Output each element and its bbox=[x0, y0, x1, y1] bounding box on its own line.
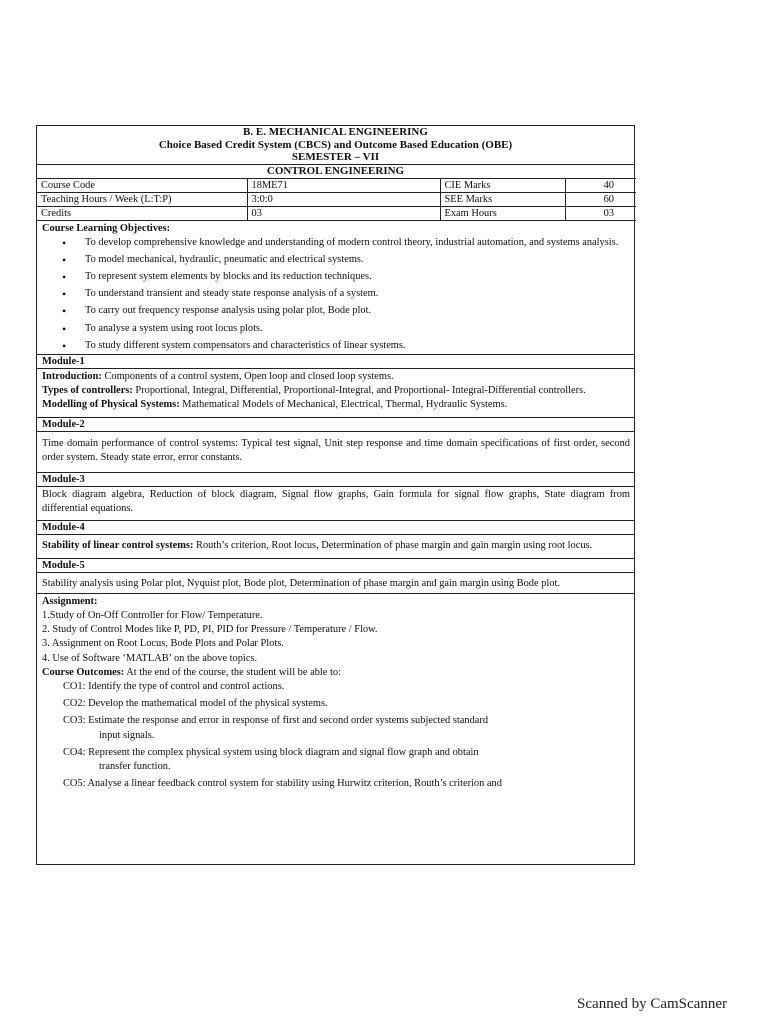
list-item: • To analyse a system using root locus plots. bbox=[42, 322, 630, 336]
assignment-item: 3. Assignment on Root Locus, Bode Plots and Polar Plots. bbox=[42, 638, 284, 650]
course-outcome-item bbox=[42, 680, 630, 694]
exam-hours-value: 03 bbox=[565, 206, 636, 220]
objectives-section bbox=[37, 221, 634, 354]
module-5-body bbox=[37, 573, 634, 593]
assignment-title: Assignment: bbox=[42, 595, 98, 607]
scanner-watermark: Scanned by CamScanner bbox=[577, 996, 727, 1012]
module-3-text: Block diagram algebra, Reduction of block diagram, Signal flow graphs, Gain formula for signal flow graphs, State diagram from differential equations. bbox=[42, 488, 630, 515]
co-text: Estimate the response and error in response of first and second order systems subjected standard bbox=[85, 715, 489, 727]
course-code-value: 18ME71 bbox=[247, 178, 440, 192]
cie-marks-value: 40 bbox=[565, 178, 636, 192]
module-2-text: Time domain performance of control systems: Typical test signal, Unit step response and time domain specifications of first order, second order system. Steady state error, error constants. bbox=[42, 437, 630, 463]
course-outcome-item bbox=[42, 697, 630, 711]
list-item: • To study different system compensators and characteristics of linear systems. bbox=[42, 339, 630, 353]
module-3-body bbox=[37, 487, 634, 518]
outcomes-intro: At the end of the course, the student will be able to: bbox=[124, 666, 341, 678]
module-1-body bbox=[37, 369, 634, 415]
course-code-label: Course Code bbox=[37, 178, 247, 192]
document-header bbox=[37, 126, 634, 164]
co-text: Identify the type of control and control actions. bbox=[85, 680, 285, 692]
course-outcome-item bbox=[42, 777, 630, 791]
co-tag: CO5: bbox=[63, 778, 86, 790]
table-row bbox=[37, 206, 636, 220]
list-item: • To model mechanical, hydraulic, pneumatic and electrical systems. bbox=[42, 253, 630, 267]
list-item: • To understand transient and steady state response analysis of a system. bbox=[42, 287, 630, 301]
stability-label: Stability of linear control systems: bbox=[42, 540, 194, 552]
modelling-text: Mathematical Models of Mechanical, Electrical, Thermal, Hydraulic Systems. bbox=[179, 399, 508, 411]
syllabus-document bbox=[36, 125, 635, 865]
module-4-body bbox=[37, 535, 634, 555]
module-3-heading: Module-3 bbox=[37, 472, 634, 487]
table-row bbox=[37, 178, 636, 192]
course-title: CONTROL ENGINEERING bbox=[266, 164, 405, 177]
cie-marks-label: CIE Marks bbox=[440, 178, 565, 192]
module-4-heading: Module-4 bbox=[37, 520, 634, 535]
list-item: • To carry out frequency response analysis using polar plot, Bode plot. bbox=[42, 304, 630, 318]
teaching-hours-value: 3:0:0 bbox=[247, 192, 440, 206]
exam-hours-label: Exam Hours bbox=[440, 206, 565, 220]
outcomes-label: Course Outcomes: bbox=[42, 666, 125, 678]
co-continuation: input signals. bbox=[99, 729, 155, 741]
course-info-table bbox=[37, 178, 636, 221]
assignment-section bbox=[37, 593, 634, 796]
teaching-hours-label: Teaching Hours / Week (L:T:P) bbox=[37, 192, 247, 206]
objectives-title: Course Learning Objectives: bbox=[42, 222, 171, 234]
list-item: • To represent system elements by blocks and its reduction techniques. bbox=[42, 270, 630, 284]
semester-title: SEMESTER – VII bbox=[291, 151, 380, 163]
credits-value: 03 bbox=[247, 206, 440, 220]
module-1-heading: Module-1 bbox=[37, 354, 634, 369]
list-item: • To develop comprehensive knowledge and understanding of modern control theory, industrial automation, and systems analysis. bbox=[42, 236, 630, 250]
co-text: Analyse a linear feedback control system for stability using Hurwitz criterion, Routh’s criterion and bbox=[85, 778, 502, 790]
intro-label: Introduction: bbox=[42, 370, 102, 382]
module-5-heading: Module-5 bbox=[37, 558, 634, 573]
assignment-item: 4. Use of Software ‘MATLAB’ on the above topics. bbox=[42, 652, 258, 664]
assignment-item: 2. Study of Control Modes like P, PD, PI, PID for Pressure / Temperature / Flow. bbox=[42, 624, 378, 636]
assignment-item: 1.Study of On-Off Controller for Flow/ Temperature. bbox=[42, 609, 263, 621]
co-tag: CO2: bbox=[63, 698, 86, 710]
stability-text: Routh’s criterion, Root locus, Determination of phase margin and gain margin using root locus. bbox=[193, 540, 593, 552]
co-text: Represent the complex physical system using block diagram and signal flow graph and obtain bbox=[85, 746, 479, 758]
intro-text: Components of a control system, Open loop and closed loop systems. bbox=[101, 370, 394, 382]
credits-label: Credits bbox=[37, 206, 247, 220]
table-row bbox=[37, 192, 636, 206]
module-2-body bbox=[37, 432, 634, 470]
co-continuation: transfer function. bbox=[99, 760, 171, 772]
co-text: Develop the mathematical model of the physical systems. bbox=[85, 698, 328, 710]
co-tag: CO1: bbox=[63, 680, 86, 692]
types-label: Types of controllers: bbox=[42, 385, 133, 397]
co-tag: CO4: bbox=[63, 746, 86, 758]
types-text: Proportional, Integral, Differential, Proportional-Integral, and Proportional- Integral-Differential controllers. bbox=[132, 385, 586, 397]
module-5-text: Stability analysis using Polar plot, Nyquist plot, Bode plot, Determination of phase margin and gain margin using Bode plot. bbox=[42, 577, 560, 589]
program-title: B. E. MECHANICAL ENGINEERING bbox=[243, 126, 428, 138]
scheme-title: Choice Based Credit System (CBCS) and Outcome Based Education (OBE) bbox=[158, 138, 513, 151]
co-tag: CO3: bbox=[63, 715, 86, 727]
modelling-label: Modelling of Physical Systems: bbox=[42, 399, 180, 411]
objectives-list bbox=[42, 236, 630, 353]
see-marks-value: 60 bbox=[565, 192, 636, 206]
module-2-heading: Module-2 bbox=[37, 417, 634, 432]
course-outcome-item bbox=[42, 746, 630, 774]
see-marks-label: SEE Marks bbox=[440, 192, 565, 206]
course-outcome-item bbox=[42, 714, 630, 742]
